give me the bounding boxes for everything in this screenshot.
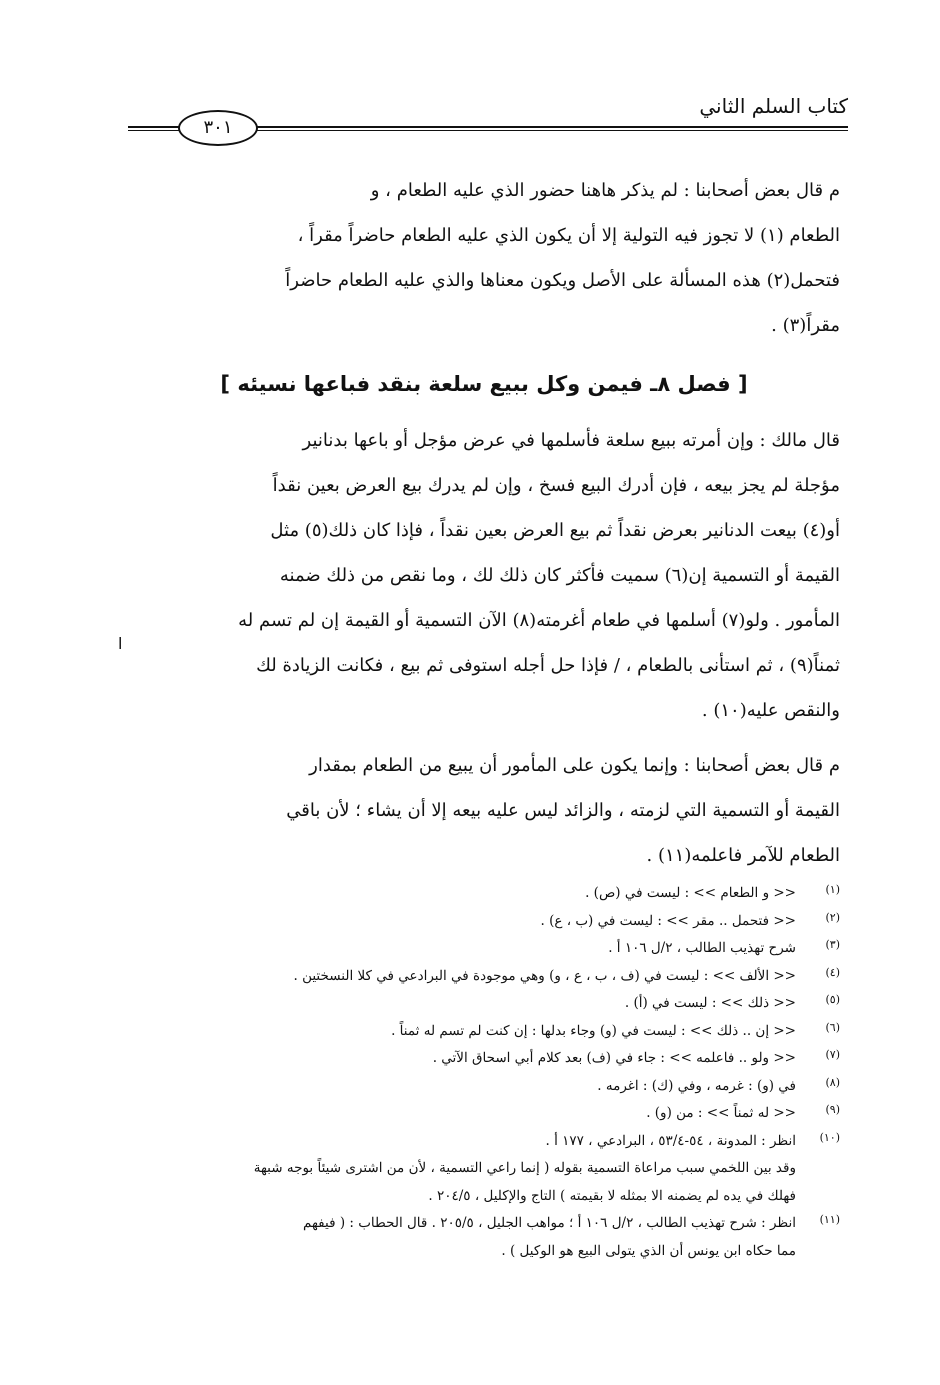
footnote <box>128 1018 840 1046</box>
footnote-text: << إن .. ذلك >> : ليست في (و) وجاء بدلها : إن كنت لم تسم له ثمناً . <box>391 1022 796 1039</box>
footnote-text: وقد بين اللخمي سبب مراعاة التسمية بقوله ( إنما راعي التسمية ، لأن من اشترى شيئاً بوجه شبهة <box>253 1160 796 1176</box>
page-header <box>128 92 848 142</box>
text-line: مؤجلة لم يجز بيعه ، فإن أدرك البيع فسخ ، وإن لم يدرك بيع العرض بعين نقداً <box>272 475 840 496</box>
section-heading: [ فصل ٨ـ فيمن وكل ببيع سلعة بنقد فباعها نسيئه ] <box>220 372 748 396</box>
footnote-number: (١) <box>825 883 840 896</box>
text-line: والنقص عليه(١٠) . <box>701 700 840 721</box>
text-line: أو(٤) بيعت الدنانير بعرض نقداً ثم بيع العرض بعين نقداً ، فإذا كان ذلك(٥) مثل <box>270 520 840 541</box>
footnote-number: (٤) <box>825 965 840 979</box>
footnote <box>128 1045 840 1073</box>
text-line: القيمة أو التسمية إن(٦) سميت فأكثر كان ذلك لك ، وما نقص من ذلك ضمنه <box>279 565 840 586</box>
footnote-text: فهلك في يده لم يضمنه الا بمثله لا بقيمته ) التاج والإكليل ، ٢٠٤/٥ . <box>428 1187 796 1204</box>
footnote <box>128 1128 840 1211</box>
footnote-number: (٣) <box>825 938 840 951</box>
footnote <box>128 1210 840 1265</box>
text-line: ثمناً(٩) ، ثم استأنى بالطعام ، / فإذا حل أجله استوفى ثم بيع ، فكانت الزيادة لك <box>256 655 840 676</box>
footnote-number: (٧) <box>825 1048 840 1061</box>
footnote-number: (١٠) <box>819 1130 840 1144</box>
footnote-number: (٦) <box>825 1020 840 1034</box>
footnote-text: شرح تهذيب الطالب ، ٢/ل ١٠٦ أ . <box>608 940 796 956</box>
text-line: القيمة أو التسمية التي لزمته ، والزائد ليس عليه بيعه إلا أن يشاء ؛ لأن باقي <box>286 800 840 821</box>
footnote-number: (٩) <box>825 1103 840 1116</box>
text-line: قال مالك : وإن أمرته ببيع سلعة فأسلمها في عرض مؤجل أو باعها بدنانير <box>302 430 840 451</box>
footnote-text: انظر : المدونة ، ٥٤-٥٣/٤ ، البرادعي ، ١٧٧ أ . <box>545 1132 796 1149</box>
footnote-text: << له ثمناً >> : من (و) . <box>646 1105 796 1121</box>
footnote-number: (٢) <box>825 910 840 924</box>
paragraph-2 <box>128 418 840 878</box>
footnotes <box>128 880 840 1265</box>
text-line: م قال بعض أصحابنا : لم يذكر هاهنا حضور الذي عليه الطعام ، و <box>370 180 840 201</box>
footnote <box>128 1100 840 1128</box>
footnote-text: مما حكاه ابن يونس أن الذي يتولى البيع هو الوكيل ) . <box>501 1242 796 1259</box>
footnote-text: في (و) : غرمه ، وفي (ك) : اغرمه . <box>597 1077 796 1094</box>
margin-mark: ا <box>118 634 123 653</box>
page-number: ٣٠١ <box>178 110 258 146</box>
footnote-text: << ولو .. فاعلمه >> : جاء في (ف) بعد كلام أبي اسحاق الآتي . <box>432 1050 796 1066</box>
footnote-text: << ذلك >> : ليست في (أ) . <box>624 995 796 1011</box>
footnote <box>128 990 840 1018</box>
text-line: الطعام للآمر فاعلمه(١١) . <box>646 845 840 866</box>
footnote <box>128 935 840 963</box>
text-line: المأمور . ولو(٧) أسلمها في طعام أغرمته(٨) الآن التسمية أو القيمة إن لم تسم له <box>238 610 840 631</box>
footnote-number: (٥) <box>825 993 840 1006</box>
footnote-text: << و الطعام >> : ليست في (ص) . <box>585 885 796 901</box>
text-line: الطعام (١) لا تجوز فيه التولية إلا أن يكون الذي عليه الطعام حاضراً مقراً ، <box>297 225 840 246</box>
footnote-text: انظر : شرح تهذيب الطالب ، ٢/ل ١٠٦ أ ؛ مواهب الجليل ، ٢٠٥/٥ . قال الحطاب : ( فيفهم <box>302 1215 796 1231</box>
footnote <box>128 963 840 991</box>
footnote-number: (٨) <box>825 1075 840 1089</box>
footnote <box>128 1073 840 1101</box>
text-line: مقراً(٣) . <box>771 315 840 336</box>
footnote <box>128 880 840 908</box>
footnote-number: (١١) <box>819 1213 840 1226</box>
text-line: م قال بعض أصحابنا : وإنما يكون على المأمور أن يبيع من الطعام بمقدار <box>309 755 840 776</box>
text-line: فتحمل(٢) هذه المسألة على الأصل ويكون معناها والذي عليه الطعام حاضراً <box>285 270 840 291</box>
footnote <box>128 908 840 936</box>
paragraph-1 <box>128 168 840 348</box>
footnote-text: << الألف >> : ليست في (ف ، ب ، ع ، و) وهي موجودة في البرادعي في كلا النسختين . <box>293 967 796 984</box>
footnote-text: << فتحمل .. مقر >> : ليست في (ب ، ع) . <box>540 912 796 929</box>
book-title: كتاب السلم الثاني <box>699 94 848 118</box>
